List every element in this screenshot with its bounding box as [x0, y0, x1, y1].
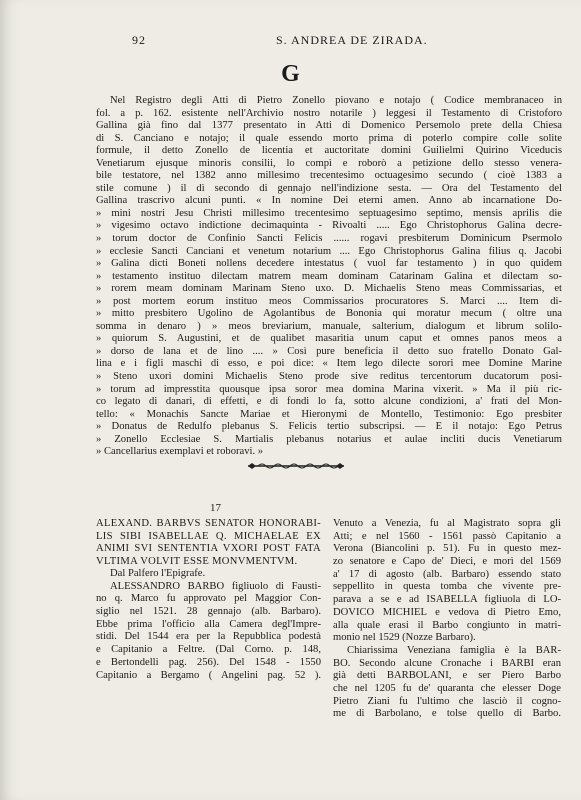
text-line: Dal Palfero l'Epigrafe.	[110, 568, 206, 579]
text-line: somma in denaro ) » meos breviarium, manuale, salterium, dialogum et librum solilo-	[96, 320, 562, 332]
text-line: zo senatore e Capo de' Dieci, e morì del 1569	[333, 556, 561, 568]
text-line: Verona (Biancolini p. 51). Fu in questo mez-	[333, 543, 561, 555]
text-line: Venuto a Venezia, fu al Magistrato sopra gli	[333, 518, 561, 529]
text-line: » vigesimo octavo indictione decimaquinta - Rivoalti ..... Ego Christophorus Galina decre-	[96, 220, 562, 232]
text-line: fol. a p. 162. esistente nell'Archivio nostro notarile ) leggesi il Testamento di Cristoforo	[96, 107, 562, 119]
text-line: » testamento instituo dilectam matrem meam dominam Catarinam Galina et dilectam so-	[96, 270, 562, 282]
text-line: che nel 1205 fu de' quaranta che elesser Doge	[333, 682, 561, 694]
main-text	[96, 95, 562, 459]
text-line: » torum doctor de Confinio Sancti Felicis ...... rogavi presbiterum Dominicum Psermolo	[96, 233, 562, 245]
page-number: 92	[132, 33, 146, 47]
entry-number: 17	[210, 502, 221, 514]
inscription-line: ALEXAND. BARBVS SENATOR HONORABI-	[96, 518, 321, 529]
text-line: » rorem meam dominam Marinam Steno uxo. D. Michaelis Steno meas Commissarias, et	[96, 283, 562, 295]
text-line: Ebbe prima l'officio alla Camera degl'Impre-	[96, 618, 321, 630]
text-line: » Zonello Ecclesiae S. Martialis plebanus notarius et aulae incliti ducis Venetiarum	[96, 433, 562, 445]
running-title: S. ANDREA DE ZIRADA.	[276, 33, 428, 47]
epigraph-inscription	[96, 518, 321, 569]
text-line: già detti BARBOLANI, e ser Piero Barbo	[333, 670, 561, 682]
inscription-line: VLTIMA VOLVIT ESSE MONVMENTVM.	[96, 556, 298, 568]
text-line: » ecclesie Sancti Canciani et venetum notarium .... Ego Christophorus Galina filius q. Jacobi	[96, 245, 562, 257]
text-line: lina e i figli maschi di esso, e poi dice: « Item lego dilecte sorori mee Domine Marine	[96, 358, 562, 370]
text-line: stile comune ) il dì secondo di gennajo nell'indizione sesta. — Ora del Testamento del	[96, 182, 562, 194]
text-line: siglio nel 1521. 28 gennajo (alb. Barbaro).	[96, 606, 321, 618]
text-line: e Bertondelli pag. 256). Del 1548 - 1550	[96, 656, 321, 668]
inscription-line: LIS SIBI ISABELLAE Q. MICHAELAE EX	[96, 530, 321, 542]
text-line: Pietro Ziani fu l'ultimo che lasciò il cogno-	[333, 695, 561, 707]
text-line: bile testatore, nel 1382 anno millesimo trecentesimo octuagesimo secundo ( cioè 1383 a	[96, 170, 562, 182]
section-letter: G	[281, 61, 300, 87]
text-line: e Capitanio a Feltre. (Dal Corno. p. 148,	[96, 644, 321, 656]
text-line: Capitanio a Bergamo ( Angelini pag. 52 ).	[96, 669, 321, 681]
text-line: me di Barbolano, e tolse quello di Barbo.	[333, 708, 561, 720]
text-line: » quiorum S. Augustini, et de qualibet masaritia unum caput et omnes panos meos a	[96, 333, 562, 345]
text-line: Chiarissima Veneziana famiglia è la BAR-	[347, 644, 561, 656]
text-line: Gallina trascrivo alcuni punti. « In nomine Dei eterni amen. Anno ab incarnatione Do-	[96, 195, 562, 207]
text-line: formule, il detto Zonello de licentia et auctoritate domini Guilielmi Quirino Viceducis	[96, 145, 562, 157]
entry-left-column	[96, 568, 321, 682]
entry-right-column	[333, 518, 561, 721]
text-line: parava a se e ad ISABELLA figliuola di LO-	[333, 594, 561, 606]
text-line: no q. Marco fu approvato pel Maggior Con-	[96, 593, 321, 605]
text-line: a' 17 di agosto (alb. Barbaro) essendo stato	[333, 568, 561, 580]
text-line: monio nel 1529 (Nozze Barbaro).	[333, 632, 476, 644]
text-line: Atti; e nel 1560 - 1561 passò Capitanio a	[333, 530, 561, 542]
running-head	[0, 33, 581, 47]
text-line: Nel Registro degli Atti di Pietro Zonello piovano e notajo ( Codice membranaceo in	[110, 95, 562, 106]
text-line: » mitto presbitero Ugolino de Agolantibus de Bononia qui moratur mecum ( oltre una	[96, 308, 562, 320]
text-line: BO. Secondo alcune Cronache i BARBI eran	[333, 657, 561, 669]
text-line: » torum ad impresstita quousque ipsa soror mea domina Marina vixerit. » Ma il più ric-	[96, 383, 562, 395]
text-line: » Cancellarius exemplavi et roboravi. »	[96, 446, 264, 458]
inscription-line: ANIMI SVI SENTENTIA VXORI POST FATA	[96, 543, 321, 555]
text-line: » Galina dicti Boneti nollens decedere intestatus ( vuol far testamento ) in quo quidem	[96, 258, 562, 270]
text-line: » Donatus de Redulfo plebanus S. Felicis tertio subscripsi. — E il notajo: Ego Petrus	[96, 421, 562, 433]
text-line: » dorso de lana et de lino .... » Così pure beneficia il detto suo fratello Donato Gal-	[96, 345, 562, 357]
text-line: DOVICO MICHIEL e vedova di Pietro Emo,	[333, 606, 561, 618]
text-line: di S. Canciano e notajo; il quale essendo morto prima di poterlo compire colle solite	[96, 132, 562, 144]
text-line: tello: « Monachis Sancte Mariae et Hieronymi de Montello, Testimonio: Ego presbiter	[96, 408, 562, 420]
text-line: ALESSANDRO BARBO figliuolo di Fausti-	[110, 580, 321, 592]
text-line: » mini nostri Jesu Christi millesimo trecentesimo septuagesimo septimo, mensis aprilis die	[96, 207, 562, 219]
text-line: co legato di danari, di effetti, e di fondi lo fa, sotto alcune condizioni, a' frati del Mon-	[96, 396, 562, 408]
section-divider-ornament	[248, 461, 344, 471]
text-line: seppellito in questa tomba che vivente pre-	[333, 581, 561, 593]
text-line: Gallina già fino dal 1377 presentato in Atti di Domenico Persemolo prete della Chiesa	[96, 120, 562, 132]
text-line: » post mortem eorum instituo meos Commissarios procuratores S. Marci .... Item di-	[96, 295, 562, 307]
text-line: Venetiarum ejusque minoris consilii, lo compì e roborò a petizione dello stesso venera-	[96, 157, 562, 169]
text-line: » Steno uxori domini Michaelis Steno prode sive reditus tercentorum ducatorum posi-	[96, 371, 562, 383]
text-line: stidi. Del 1544 era per la Repubblica podestà	[96, 631, 321, 643]
text-line: alla quale erasi il Barbo congiunto in matri-	[333, 619, 561, 631]
